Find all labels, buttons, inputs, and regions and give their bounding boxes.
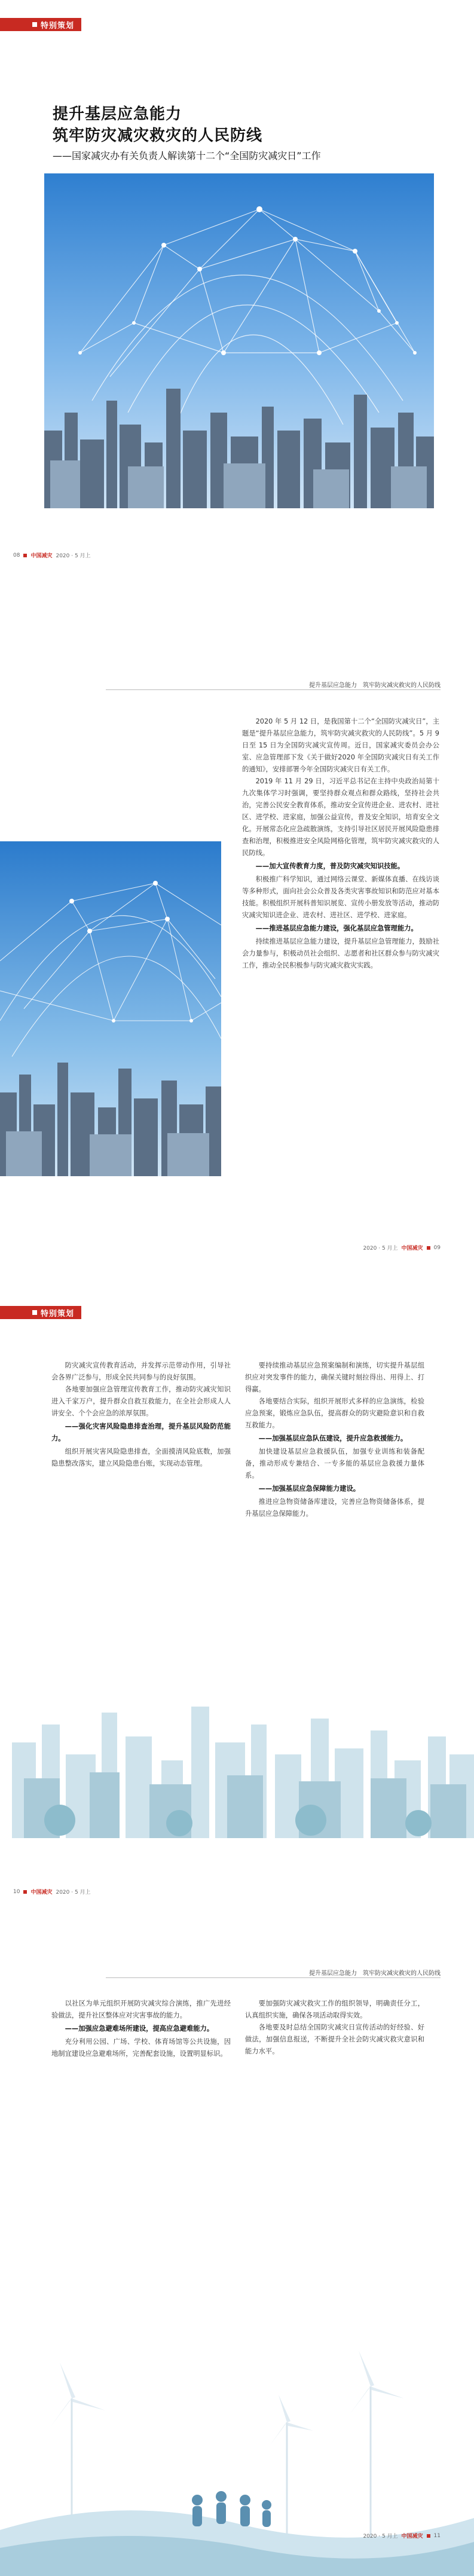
footer-issue: 2020 · 5 月上 bbox=[363, 1246, 398, 1252]
wind-turbine-illustration bbox=[0, 2351, 474, 2576]
column-tag-label: 特别策划 bbox=[41, 1309, 75, 1318]
paragraph: 以社区为单元组织开展防灾减灾综合演练，推广先进经验做法，提升社区整体应对灾害事故的能力。 bbox=[51, 2000, 231, 2019]
paragraph: 组织开展灾害风险隐患排查，全面摸清风险底数，加强隐患整改落实，建立风险隐患台账，实现动态管理。 bbox=[51, 1448, 231, 1467]
page-footer-left bbox=[13, 551, 91, 559]
footer-square-icon bbox=[427, 1246, 430, 1250]
page-number: 09 bbox=[433, 1244, 441, 1251]
paragraph: 2020 年 5 月 12 日，是我国第十二个“全国防灾减灾日”，主题是“提升基层应急能力，筑牢防灾减灾救灾的人民防线”。5 月 9 日至 15 日为全国防灾减灾宣传周。近日，国家减灾委员会办公室、应急管理部下发《关于做好2020 年全国防灾减灾日有关工作的通知》，安排部署今年全国防灾减灾日有关工作。 bbox=[242, 718, 439, 773]
article-title-line1: 提升基层应急能力 bbox=[53, 105, 182, 123]
footer-square-icon bbox=[23, 1890, 27, 1894]
footer-issue: 2020 · 5 月上 bbox=[56, 553, 91, 559]
column-tag bbox=[0, 18, 81, 31]
article-text-page2 bbox=[242, 716, 439, 972]
footer-brand: 中国减灾 bbox=[30, 553, 53, 559]
page-number: 11 bbox=[433, 2532, 441, 2539]
section-heading: ——加大宣传教育力度，普及防灾减灾知识技能。 bbox=[255, 862, 405, 870]
paragraph: 2019 年 11 月 29 日，习近平总书记在主持中央政治局第十九次集体学习时强调，要坚持群众观点和群众路线，坚持社会共治，完善公民安全教育体系，推动安全宣传进企业、进农村、进社区、进学校、进家庭，加强公益宣传，普及安全知识，培育安全文化。开展常态化应急疏散演练，支持引导社区居民开展风险隐患排查和治理，积极推进安全风险网格化管理，筑牢防灾减灾救灾的人民防线。 bbox=[242, 777, 439, 857]
page-footer-left bbox=[13, 1888, 91, 1896]
footer-issue: 2020 · 5 月上 bbox=[56, 1890, 91, 1896]
footer-square-icon bbox=[427, 2534, 430, 2538]
section-heading: ——推进基层应急能力建设，强化基层应急管理能力。 bbox=[255, 924, 418, 932]
footer-brand: 中国减灾 bbox=[401, 2534, 423, 2540]
paragraph: 防灾减灾宣传教育活动，并发挥示范带动作用，引导社会各界广泛参与，形成全民共同参与的良好氛围。 bbox=[51, 1362, 231, 1381]
running-head: 提升基层应急能力 筑牢防灾减灾救灾的人民防线 bbox=[309, 682, 441, 689]
article-page-4 bbox=[0, 1932, 474, 2576]
footer-brand: 中国减灾 bbox=[401, 1246, 423, 1252]
column-tag bbox=[0, 1306, 81, 1319]
footer-issue: 2020 · 5 月上 bbox=[363, 2534, 398, 2540]
footer-brand: 中国减灾 bbox=[30, 1890, 53, 1896]
page-number: 08 bbox=[13, 552, 20, 558]
running-head-rule bbox=[106, 689, 441, 690]
running-head-rule bbox=[106, 1977, 441, 1978]
page-footer-right bbox=[363, 2532, 441, 2540]
column-tag-label: 特别策划 bbox=[41, 21, 75, 30]
article-page-3 bbox=[0, 1288, 474, 1932]
paragraph: 各地要结合实际，组织开展形式多样的应急演练，检验应急预案，锻炼应急队伍，提高群众的防灾避险意识和自救互救能力。 bbox=[245, 1397, 424, 1429]
section-heading: ——强化灾害风险隐患排查治理，提升基层风险防范能力。 bbox=[51, 1423, 231, 1442]
running-head: 提升基层应急能力 筑牢防灾减灾救灾的人民防线 bbox=[309, 1970, 441, 1977]
page-number: 10 bbox=[13, 1888, 20, 1895]
section-heading: ——加强基层应急队伍建设，提升应急救援能力。 bbox=[258, 1434, 408, 1442]
paragraph: 要持续推动基层应急预案编制和演练，切实提升基层组织应对突发事件的能力，确保关键时刻拉得出、用得上、打得赢。 bbox=[245, 1362, 424, 1393]
article-page-2 bbox=[0, 644, 474, 1288]
paragraph: 推进应急物资储备库建设，完善应急物资储备体系，提升基层应急保障能力。 bbox=[245, 1498, 424, 1518]
article-subtitle: ——国家减灾办有关负责人解读第十二个“全国防灾减灾日”工作 bbox=[53, 150, 321, 161]
paragraph: 积极推广科学知识，通过网络云课堂、新媒体直播、在线访谈等多种形式，面向社会公众普及各类灾害事故知识和防范应对基本技能。积极组织开展科普知识展览、宣传小册发放等活动，推动防灾减灾知识进企业、进农村、进社区、进学校、进家庭。 bbox=[242, 875, 439, 919]
paragraph: 各地要及时总结全国防灾减灾日宣传活动的好经验、好做法，加强信息报送，不断提升全社会防灾减灾救灾意识和能力水平。 bbox=[245, 2023, 424, 2055]
paragraph: 要加强防灾减灾救灾工作的组织领导，明确责任分工，认真组织实施，确保各项活动取得实效。 bbox=[245, 2000, 424, 2019]
paragraph: 加快建设基层应急救援队伍，加强专业训练和装备配备，推动形成专兼结合、一专多能的基层应急救援力量体系。 bbox=[245, 1448, 424, 1479]
article-text-col2 bbox=[245, 1360, 424, 1520]
section-heading: ——加强应急避难场所建设，提高应急避难能力。 bbox=[65, 2025, 214, 2032]
paragraph: 持续推进基层应急能力建设，提升基层应急管理能力，鼓励社会力量参与，积极动员社会组织、志愿者和社区群众参与防灾减灾工作，推动全民积极参与防灾减灾救灾实践。 bbox=[242, 938, 439, 969]
article-text-col1 bbox=[51, 1360, 231, 1470]
article-photo bbox=[0, 841, 221, 1176]
paragraph: 各地要加强应急管理宣传教育工作，推动防灾减灾知识进入千家万户，提升群众自救互救能力，在全社会形成人人讲安全、个个会应急的浓厚氛围。 bbox=[51, 1385, 231, 1417]
page-footer-right bbox=[363, 1244, 441, 1252]
article-text-col1 bbox=[51, 1998, 231, 2060]
section-heading: ——加强基层应急保障能力建设。 bbox=[258, 1485, 360, 1493]
city-skyline-illustration bbox=[0, 1671, 474, 1838]
tag-marker-icon bbox=[32, 1310, 37, 1315]
footer-square-icon bbox=[23, 554, 27, 557]
cover-page bbox=[0, 0, 474, 644]
article-text-col2 bbox=[245, 1998, 424, 2058]
tag-marker-icon bbox=[32, 22, 37, 27]
cover-image bbox=[44, 173, 434, 508]
article-title-line2: 筑牢防灾减灾救灾的人民防线 bbox=[53, 127, 263, 145]
paragraph: 充分利用公园、广场、学校、体育场馆等公共设施，因地制宜建设应急避难场所，完善配套设施，设置明显标识。 bbox=[51, 2038, 231, 2058]
